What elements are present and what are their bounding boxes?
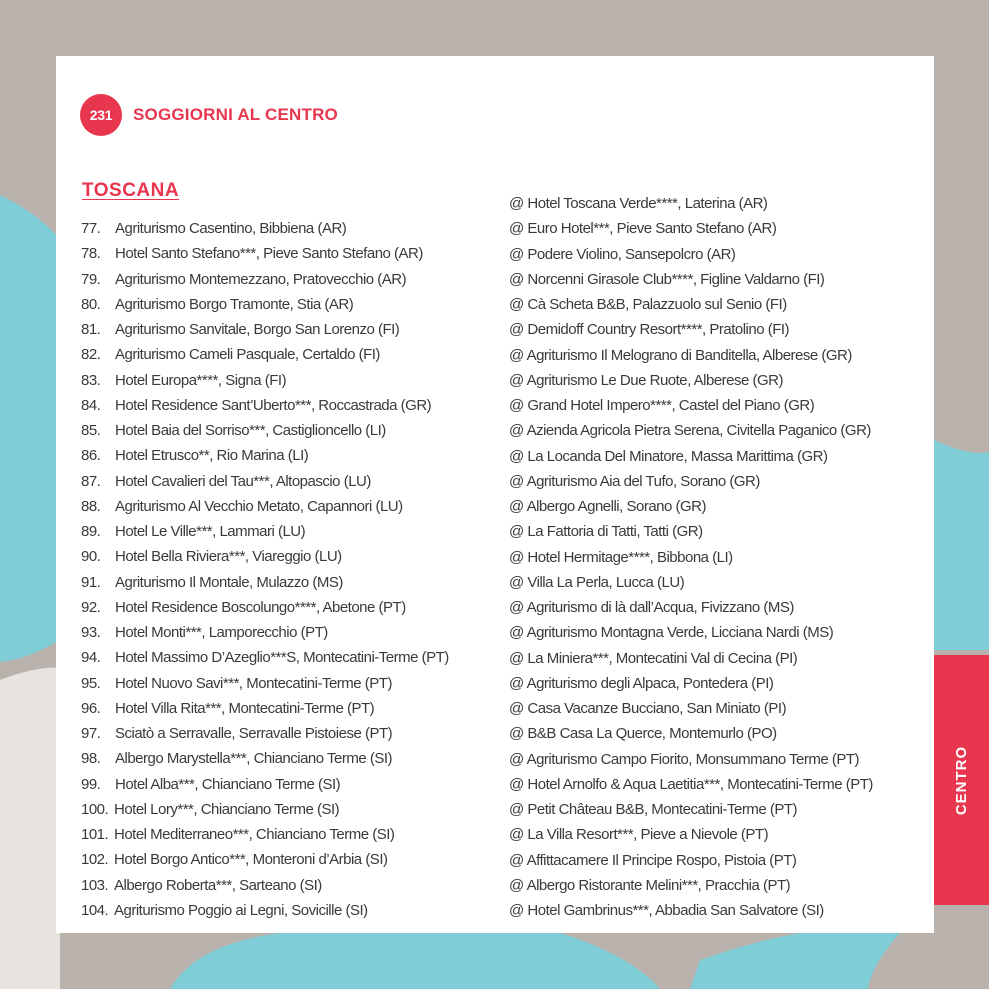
list-item: @ La Locanda Del Minatore, Massa Marittima (GR) — [509, 447, 828, 465]
list-item: @ Grand Hotel Impero****, Castel del Piano (GR) — [509, 397, 815, 414]
list-item — [81, 847, 501, 872]
list-item — [81, 292, 501, 317]
section-side-tab — [934, 655, 989, 905]
item-text: Agriturismo Cameli Pasquale, Certaldo (FI) — [115, 346, 380, 364]
list-item: @ Hotel Arnolfo & Aqua Laetitia***, Montecatini-Terme (PT) — [509, 775, 873, 793]
item-number: 77. — [81, 220, 101, 237]
list-item — [81, 494, 501, 519]
item-number: 90. — [81, 548, 101, 566]
list-item — [81, 469, 501, 494]
list-item: @ Agriturismo Aia del Tufo, Sorano (GR) — [509, 472, 760, 490]
list-item — [81, 671, 501, 696]
list-item — [81, 368, 501, 393]
item-text: Hotel Mediterraneo***, Chianciano Terme (SI) — [114, 826, 395, 843]
item-number: 78. — [81, 245, 101, 263]
list-item — [81, 443, 501, 468]
item-text: Agriturismo Casentino, Bibbiena (AR) — [115, 220, 347, 237]
item-number: 83. — [81, 371, 101, 389]
item-number: 80. — [81, 295, 101, 313]
item-text: Hotel Lory***, Chianciano Terme (SI) — [114, 800, 340, 818]
list-item — [81, 267, 501, 292]
item-number: 84. — [81, 396, 101, 414]
item-number: 96. — [81, 699, 101, 717]
item-number: 82. — [81, 346, 101, 364]
item-text: Albergo Marystella***, Chianciano Terme (SI) — [115, 750, 393, 768]
list-item: @ Demidoff Country Resort****, Pratolino (FI) — [509, 321, 790, 339]
list-item — [81, 797, 501, 822]
item-number: 85. — [81, 422, 101, 439]
item-number: 79. — [81, 270, 101, 288]
list-item: @ Albergo Ristorante Melini***, Pracchia (PT) — [509, 876, 791, 894]
item-text: Hotel Cavalieri del Tau***, Altopascio (LU) — [115, 472, 371, 490]
section-heading-toscana: TOSCANA — [82, 180, 180, 201]
list-item — [81, 570, 501, 595]
item-text: Agriturismo Al Vecchio Metato, Capannori (LU) — [115, 497, 403, 515]
item-number: 98. — [81, 750, 101, 768]
item-number: 102. — [81, 851, 109, 869]
item-text: Hotel Residence Sant’Uberto***, Roccastrada (GR) — [115, 396, 432, 414]
side-tab-label: CENTRO — [953, 745, 970, 815]
item-text: Hotel Le Ville***, Lammari (LU) — [115, 523, 306, 540]
item-text: Hotel Baia del Sorriso***, Castiglioncello (LI) — [115, 422, 386, 439]
item-text: Agriturismo Poggio ai Legni, Sovicille (SI) — [114, 901, 368, 919]
item-text: Hotel Borgo Antico***, Monteroni d’Arbia (SI) — [114, 851, 388, 869]
item-text: Hotel Villa Rita***, Montecatini-Terme (PT) — [115, 699, 375, 717]
list-item: @ Cà Scheta B&B, Palazzuolo sul Senio (FI) — [509, 296, 787, 313]
list-item: @ Agriturismo Le Due Ruote, Alberese (GR) — [509, 371, 784, 389]
list-item: @ Villa La Perla, Lucca (LU) — [509, 573, 685, 591]
item-number: 95. — [81, 674, 101, 692]
map-land-left — [0, 668, 60, 989]
list-item — [81, 595, 501, 620]
list-item — [81, 645, 501, 670]
list-item — [81, 216, 501, 241]
list-item — [81, 418, 501, 443]
page-title: SOGGIORNI AL CENTRO — [133, 105, 338, 124]
page-number-badge: 231 — [80, 94, 122, 136]
list-item: @ La Fattoria di Tatti, Tatti (GR) — [509, 523, 703, 541]
list-item — [81, 544, 501, 569]
item-text: Hotel Santo Stefano***, Pieve Santo Stefano (AR) — [115, 245, 423, 263]
item-number: 93. — [81, 624, 101, 641]
item-text: Hotel Europa****, Signa (FI) — [115, 371, 287, 389]
list-item: @ Agriturismo Montagna Verde, Licciana Nardi (MS) — [509, 624, 834, 642]
list-item — [81, 822, 501, 847]
item-number: 88. — [81, 497, 101, 515]
item-text: Agriturismo Il Montale, Mulazzo (MS) — [115, 573, 343, 591]
list-item: @ Hotel Hermitage****, Bibbona (LI) — [509, 548, 733, 566]
item-text: Sciatò a Serravalle, Serravalle Pistoiese (PT) — [115, 725, 393, 742]
item-text: Hotel Nuovo Savi***, Montecatini-Terme (PT) — [115, 674, 392, 692]
list-item: @ Albergo Agnelli, Sorano (GR) — [509, 498, 706, 515]
item-number: 86. — [81, 447, 101, 465]
item-number: 97. — [81, 725, 101, 742]
list-item: @ Agriturismo di là dall’Acqua, Fivizzano (MS) — [509, 599, 794, 616]
item-number: 101. — [81, 826, 109, 843]
list-item — [81, 519, 501, 544]
list-item — [81, 696, 501, 721]
item-number: 81. — [81, 321, 101, 338]
item-number: 91. — [81, 573, 101, 591]
list-item — [81, 746, 501, 771]
at-hotel-list — [509, 191, 924, 923]
list-item — [81, 317, 501, 342]
item-text: Hotel Bella Riviera***, Viareggio (LU) — [115, 548, 342, 566]
page-sheet — [56, 56, 934, 933]
item-number: 104. — [81, 901, 109, 919]
item-number: 87. — [81, 472, 101, 490]
item-number: 89. — [81, 523, 101, 540]
list-item — [81, 393, 501, 418]
list-item: @ Agriturismo degli Alpaca, Pontedera (PI) — [509, 674, 774, 692]
item-number: 94. — [81, 649, 101, 667]
list-item: @ Agriturismo Campo Fiorito, Monsummano Terme (PT) — [509, 750, 860, 768]
map-sea-left — [0, 195, 60, 662]
list-item: @ Agriturismo Il Melograno di Banditella, Alberese (GR) — [509, 346, 852, 364]
item-text: Hotel Monti***, Lamporecchio (PT) — [115, 624, 328, 641]
item-text: Hotel Residence Boscolungo****, Abetone (PT) — [115, 598, 406, 616]
list-item — [81, 772, 501, 797]
list-item: @ Podere Violino, Sansepolcro (AR) — [509, 245, 736, 263]
list-item: @ Casa Vacanze Bucciano, San Miniato (PI) — [509, 700, 787, 717]
list-item: @ Azienda Agricola Pietra Serena, Civitella Paganico (GR) — [509, 422, 871, 440]
item-text: Agriturismo Borgo Tramonte, Stia (AR) — [115, 295, 354, 313]
item-number: 103. — [81, 876, 109, 894]
list-item: @ Petit Château B&B, Montecatini-Terme (PT) — [509, 801, 798, 818]
item-text: Agriturismo Montemezzano, Pratovecchio (AR) — [115, 270, 407, 288]
list-item: @ Norcenni Girasole Club****, Figline Valdarno (FI) — [509, 270, 825, 288]
item-number: 100. — [81, 800, 109, 818]
item-text: Hotel Alba***, Chianciano Terme (SI) — [115, 775, 341, 793]
list-item — [81, 342, 501, 367]
page-header — [80, 94, 338, 136]
list-item — [81, 898, 501, 923]
list-item: @ La Miniera***, Montecatini Val di Cecina (PI) — [509, 649, 798, 667]
item-text: Agriturismo Sanvitale, Borgo San Lorenzo (FI) — [115, 321, 400, 338]
item-text: Albergo Roberta***, Sarteano (SI) — [114, 876, 322, 894]
list-item: @ Euro Hotel***, Pieve Santo Stefano (AR) — [509, 220, 777, 238]
list-item — [81, 620, 501, 645]
map-sea-right — [934, 440, 989, 650]
list-item: @ Affittacamere Il Principe Rospo, Pistoia (PT) — [509, 851, 797, 869]
list-item: @ B&B Casa La Querce, Montemurlo (PO) — [509, 725, 777, 743]
numbered-hotel-list — [81, 216, 501, 923]
item-number: 92. — [81, 598, 101, 616]
list-item: @ Hotel Gambrinus***, Abbadia San Salvatore (SI) — [509, 902, 824, 919]
item-text: Hotel Etrusco**, Rio Marina (LI) — [115, 447, 309, 465]
list-item: @ Hotel Toscana Verde****, Laterina (AR) — [509, 195, 768, 212]
list-item — [81, 241, 501, 266]
list-item: @ La Villa Resort***, Pieve a Nievole (PT) — [509, 826, 769, 844]
item-text: Hotel Massimo D’Azeglio***S, Montecatini-Terme (PT) — [115, 649, 449, 667]
item-number: 99. — [81, 775, 101, 793]
list-item — [81, 873, 501, 898]
list-item — [81, 721, 501, 746]
